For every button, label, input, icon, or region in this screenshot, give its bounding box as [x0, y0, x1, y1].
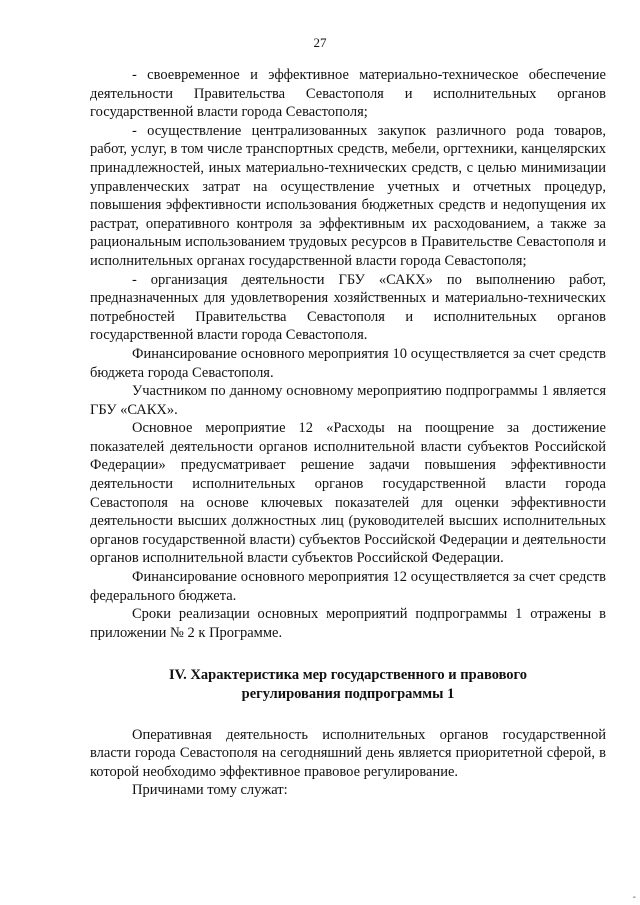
- paragraph-measure-12: Основное мероприятие 12 «Расходы на поощрение за достижение показателей деятельности органов исполнительной власти субъектов Российской Федерации» предусматривает решение задачи повышения эффективности деятельности исполнительных органов государственной власти города Севастополя на основе ключевых показателей для оценки эффективности деятельности высших должностных лиц (руководителей высших исполнительных органов государственной власти) субъектов Российской Федерации и деятельности органов исполнительной власти субъектов Российской Федерации.: [90, 420, 606, 567]
- paragraph-centralized-procurement: - осуществление централизованных закупок различного рода товаров, работ, услуг, в том числе транспортных средств, мебели, оргтехники, канцелярских принадлежностей, иных материально-технических средств, с целью минимизации управленческих затрат на осуществление учетных и отчетных процедур, повышения эффективности использования бюджетных средств и недопущения их растрат, оперативного контроля за эффективным их расходованием, а также за рациональным использованием трудовых ресурсов в Правительстве Севастополя и исполнительных органах государственной власти города Севастополя;: [90, 122, 606, 269]
- paragraph-reasons: Причинами тому служат:: [132, 782, 288, 799]
- paragraph-deadlines: Сроки реализации основных мероприятий подпрограммы 1 отражены в приложении № 2 к Программе.: [90, 606, 606, 641]
- paragraph-material-support: - своевременное и эффективное материально-техническое обеспечение деятельности Правительства Севастополя и исполнительных органов государственной власти города Севастополя;: [90, 67, 606, 121]
- document-body: [90, 66, 606, 800]
- section-heading: [90, 666, 606, 703]
- edge-mark: -: [632, 892, 636, 903]
- paragraph-financing-12: Финансирование основного мероприятия 12 осуществляется за счет средств федерального бюджета.: [90, 569, 606, 604]
- section-heading-line-1: IV. Характеристика мер государственного и правового: [168, 667, 528, 684]
- paragraph-operational-activity: Оперативная деятельность исполнительных органов государственной власти города Севастополя на сегодняшний день является приоритетной сферой, в которой необходимо эффективное правовое регулирование.: [90, 726, 606, 780]
- paragraph-participant: Участником по данному основному мероприятию подпрограммы 1 является ГБУ «САКХ».: [90, 383, 606, 418]
- section-heading-line-2: регулирования подпрограммы 1: [241, 686, 455, 702]
- page-number: 27: [313, 35, 327, 50]
- paragraph-sakh-organization: - организация деятельности ГБУ «САКХ» по выполнению работ, предназначенных для удовлетворения хозяйственных и материально-технических потребностей Правительства Севастополя и исполнительных органов государственной власти города Севастополя.: [90, 271, 606, 344]
- paragraph-financing-10: Финансирование основного мероприятия 10 осуществляется за счет средств бюджета города Севастополя.: [90, 345, 606, 381]
